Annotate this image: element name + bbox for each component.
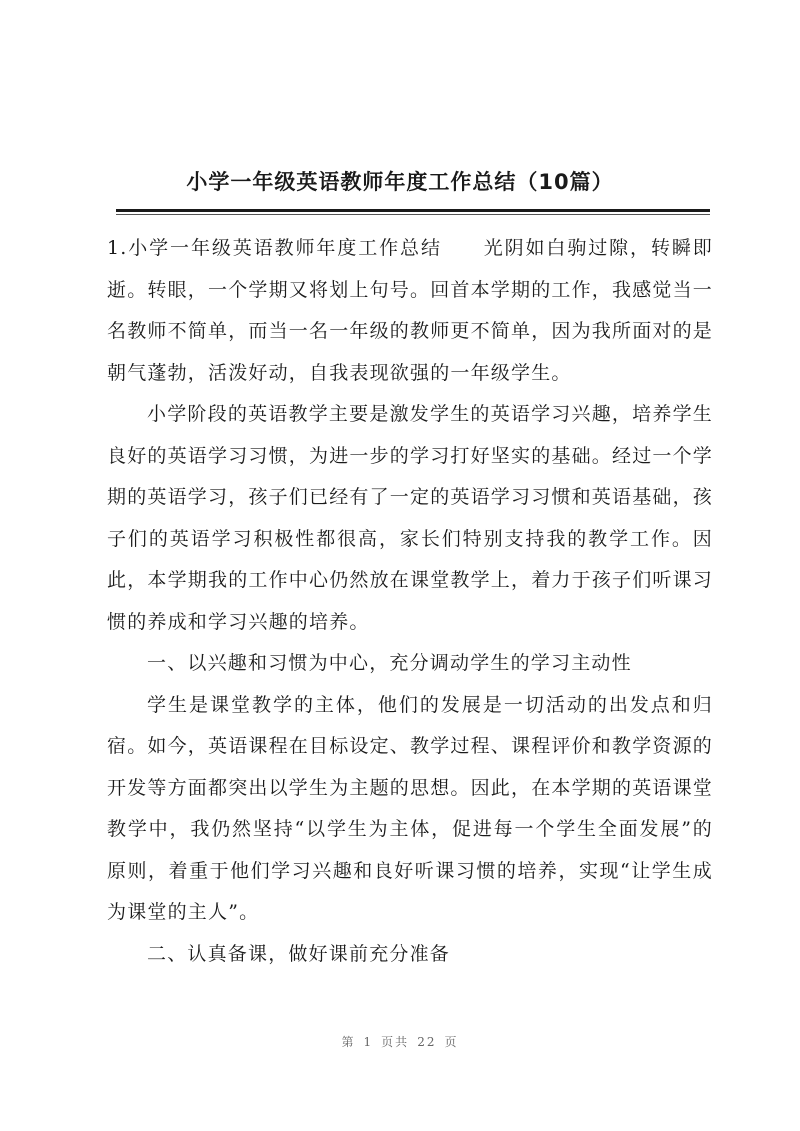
footer-prefix: 第	[341, 1035, 356, 1049]
document-body	[107, 228, 713, 975]
section-heading-1: 一、以兴趣和习惯为中心，充分调动学生的学习主动性	[147, 652, 632, 674]
paragraph-student-centered: 学生是课堂教学的主体，他们的发展是一切活动的出发点和归宿。如今，英语课程在目标设定、教学过程、课程评价和教学资源的开发等方面都突出以学生为主题的思想。因此，在本学期的英语课堂教学中，我仍然坚持“以学生为主体，促进每一个学生全面发展”的原则，着重于他们学习兴趣和良好听课习惯的培养，实现“让学生成为课堂的主人”。	[107, 693, 714, 923]
paragraph-teaching-goal: 小学阶段的英语教学主要是激发学生的英语学习兴趣，培养学生良好的英语学习习惯，为进一步的学习打好坚实的基础。经过一个学期的英语学习，孩子们已经有了一定的英语学习习惯和英语基础，孩子们的英语学习积极性都很高，家长们特别支持我的教学工作。因此，本学期我的工作中心仍然放在课堂教学上，着力于孩子们听课习惯的养成和学习兴趣的培养。	[107, 403, 714, 633]
paragraph-intro: 1.小学一年级英语教师年度工作总结 光阴如白驹过隙，转瞬即逝。转眼，一个学期又将划上句号。回首本学期的工作，我感觉当一名教师不简单，而当一名一年级的教师更不简单，因为我所面对的是朝气蓬勃，活泼好动，自我表现欲强的一年级学生。	[107, 237, 714, 384]
page-footer	[0, 1033, 800, 1050]
footer-page-number: 1	[363, 1035, 374, 1049]
footer-middle: 页共	[381, 1035, 410, 1049]
footer-suffix: 页	[444, 1035, 459, 1049]
title-divider	[116, 209, 710, 212]
title-divider-thin	[116, 214, 710, 215]
footer-total-pages: 22	[417, 1035, 437, 1049]
section-heading-2: 二、认真备课，做好课前充分准备	[147, 942, 451, 965]
page-title: 小学一年级英语教师年度工作总结（10篇）	[186, 170, 614, 194]
